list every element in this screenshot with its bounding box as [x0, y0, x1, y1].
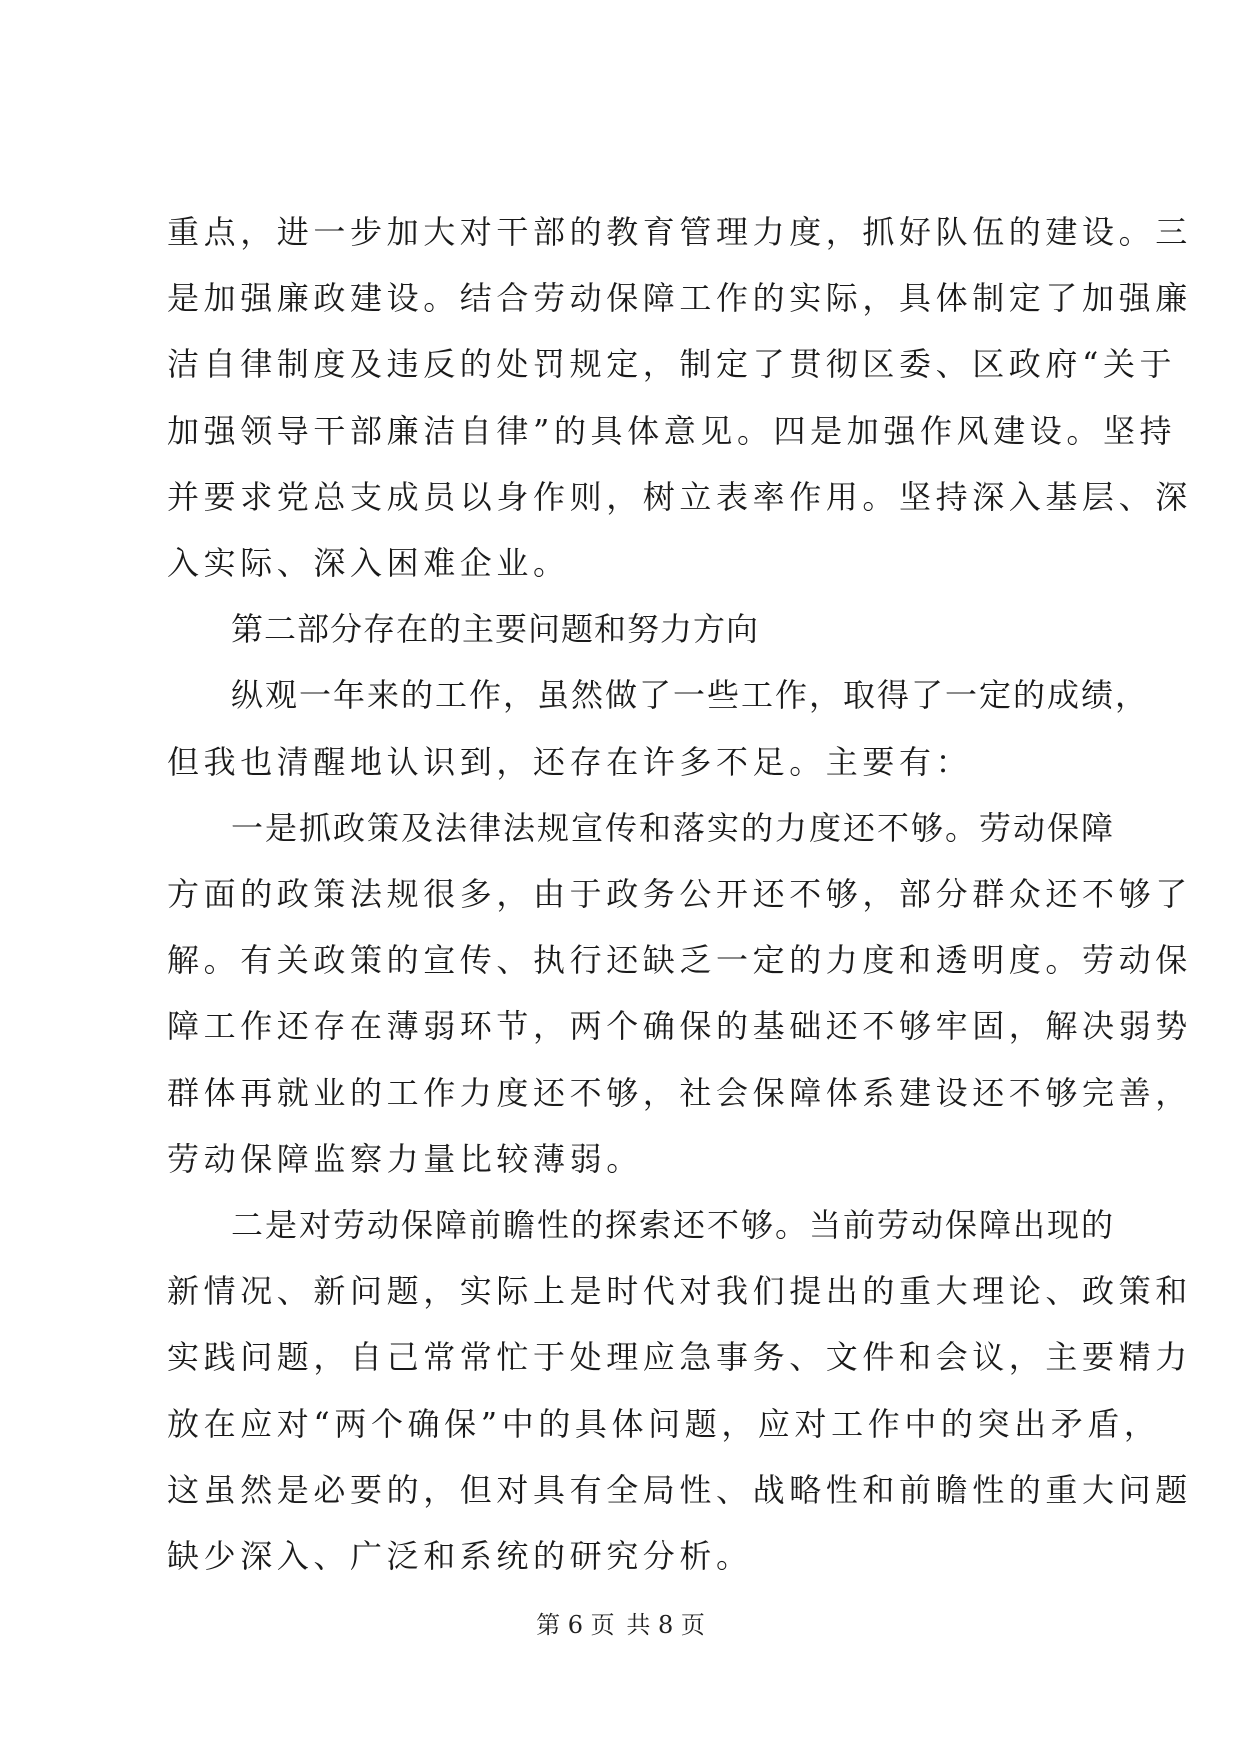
page-total: 共 8 页: [626, 1611, 705, 1639]
paragraph-line: 洁自律制度及违反的处罚规定，制定了贯彻区委、区政府“关于: [167, 345, 1177, 383]
paragraph-line: 方面的政策法规很多，由于政务公开还不够，部分群众还不够了: [167, 875, 1192, 913]
paragraph-line: 障工作还存在薄弱环节，两个确保的基础还不够牢固，解决弱势: [167, 1007, 1192, 1045]
paragraph-line: 新情况、新问题，实际上是时代对我们提出的重大理论、政策和: [167, 1272, 1192, 1310]
paragraph-line: 放在应对“两个确保”中的具体问题，应对工作中的突出矛盾，: [167, 1405, 1161, 1443]
paragraph-line: 这虽然是必要的，但对具有全局性、战略性和前瞻性的重大问题: [167, 1471, 1192, 1509]
paragraph-line: 解。有关政策的宣传、执行还缺乏一定的力度和透明度。劳动保: [167, 941, 1192, 979]
paragraph-line: 纵观一年来的工作，虽然做了一些工作，取得了一定的成绩，: [231, 676, 1150, 714]
page-number: 第 6 页: [536, 1611, 615, 1639]
page-footer: [0, 1610, 1241, 1640]
paragraph-line: 并要求党总支成员以身作则，树立表率作用。坚持深入基层、深: [167, 478, 1192, 516]
section-heading: 第二部分存在的主要问题和努力方向: [231, 610, 760, 648]
paragraph-line: 缺少深入、广泛和系统的研究分析。: [167, 1537, 753, 1575]
paragraph-line: 加强领导干部廉洁自律”的具体意见。四是加强作风建设。坚持: [167, 412, 1177, 450]
paragraph-line: 重点，进一步加大对干部的教育管理力度，抓好队伍的建设。三: [167, 213, 1192, 251]
paragraph-line: 二是对劳动保障前瞻性的探索还不够。当前劳动保障出现的: [231, 1206, 1116, 1244]
paragraph-line: 一是抓政策及法律法规宣传和落实的力度还不够。劳动保障: [231, 809, 1116, 847]
paragraph-line: 群体再就业的工作力度还不够，社会保障体系建设还不够完善，: [167, 1074, 1192, 1112]
paragraph-line: 劳动保障监察力量比较薄弱。: [167, 1140, 643, 1178]
paragraph-line: 入实际、深入困难企业。: [167, 544, 570, 582]
paragraph-line: 实践问题，自己常常忙于处理应急事务、文件和会议，主要精力: [167, 1338, 1192, 1376]
paragraph-line: 但我也清醒地认识到，还存在许多不足。主要有：: [167, 743, 973, 781]
paragraph-line: 是加强廉政建设。结合劳动保障工作的实际，具体制定了加强廉: [167, 279, 1192, 317]
